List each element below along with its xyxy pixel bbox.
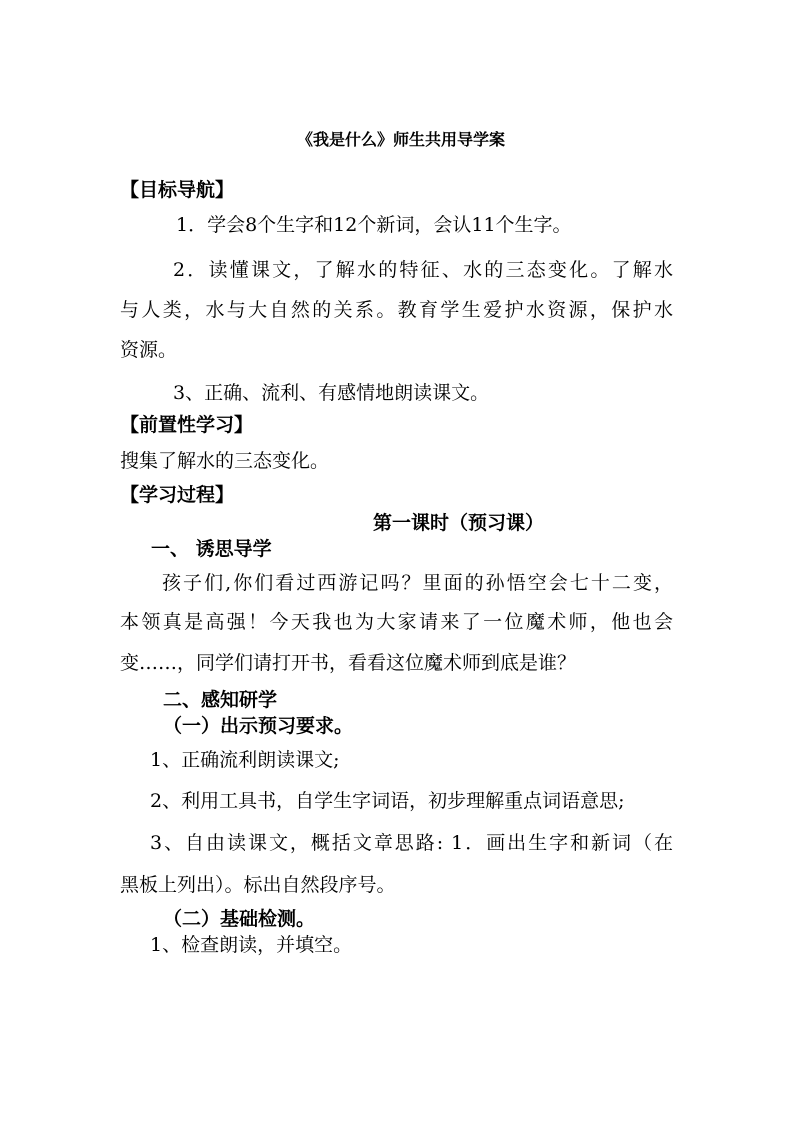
requirement-3-line-1: 3、自由读课文，概括文章思路: 1．画出生字和新词（在 (150, 832, 673, 854)
goal-item-2-line-2: 与人类，水与大自然的关系。教育学生爱护水资源，保护水 (120, 299, 673, 321)
goal-item-2-line-1: 2．读懂课文，了解水的特征、水的三态变化。了解水 (173, 259, 673, 281)
lesson-title: 第一课时（预习课） (373, 512, 545, 534)
document-title: 《我是什么》师生共用导学案 (297, 130, 506, 149)
part2-heading: 二、感知研学 (163, 689, 278, 711)
check-item-1: 1、检查朗读，并填空。 (150, 934, 353, 956)
requirement-3-line-2: 黑板上列出）。标出自然段序号。 (120, 874, 396, 896)
part1-text-line-2: 本领真是高强！今天我也为大家请来了一位魔术师，他也会 (120, 611, 673, 633)
goal-item-3: 3、正确、流利、有感情地朗读课文。 (173, 382, 490, 404)
preview-text: 搜集了解水的三态变化。 (120, 450, 330, 472)
goals-heading: 【目标导航】 (120, 179, 235, 201)
sub2-heading: （二）基础检测。 (163, 908, 316, 930)
part1-heading: 一、 诱思导学 (151, 538, 272, 560)
part1-text-line-1: 孩子们,你们看过西游记吗？里面的孙悟空会七十二变， (162, 572, 673, 594)
part1-text-line-3: 变……，同学们请打开书，看看这位魔术师到底是谁？ (120, 652, 577, 674)
requirement-1: 1、正确流利朗读课文; (150, 749, 340, 771)
goal-item-2-line-3: 资源。 (120, 339, 178, 361)
process-heading: 【学习过程】 (120, 484, 235, 506)
preview-heading: 【前置性学习】 (120, 414, 254, 436)
sub1-heading: （一）出示预习要求。 (163, 715, 354, 737)
requirement-2: 2、利用工具书，自学生字词语，初步理解重点词语意思; (150, 790, 625, 812)
goal-item-1: 1．学会8个生字和12个新词，会认11个生字。 (176, 214, 572, 236)
